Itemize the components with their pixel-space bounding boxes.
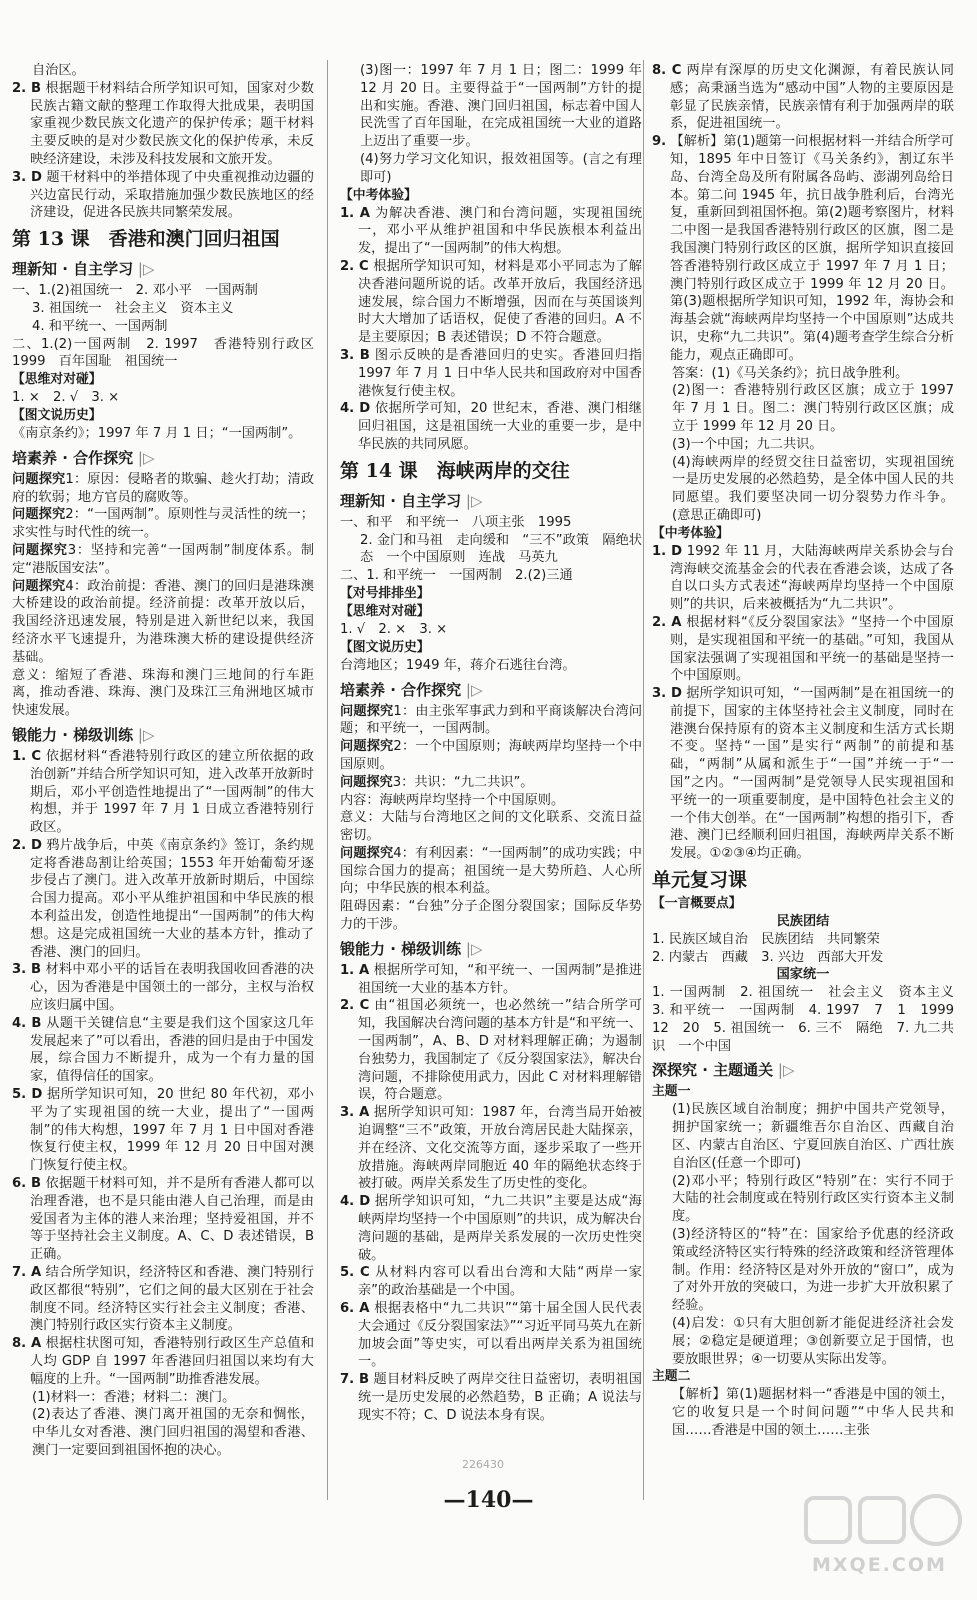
answer-text: 据所学知识可知，“九二共识”主要是达成“海峡两岸均坚持一个中国原则”的共识，成为解决台湾问题的基础，是两岸关系发展的一次历史性突破。 <box>358 1194 642 1263</box>
answer-text: 由“祖国必须统一，也必然统一”结合所学可知，我国解决台湾问题的基本方针是“和平统一、一国两制”，A、B、D 对材料理解正确；为遏制台独势力，我国制定了《反分裂国家法》，解决台湾问题，不排除使用武力，因此 C 对材料理解错误，符合题意。 <box>358 998 642 1103</box>
answer-item <box>340 997 642 1104</box>
paragraph: (3)经济特区的“特”在：国家给予优惠的经济政策或经济特区实行特殊的经济政策和经济管理体制。作用：经济特区是对外开放的“窗口”，成为了对外开放的突破口，为进一步扩大开放积累了经验。 <box>672 1227 954 1314</box>
paragraph: (4)启发：①只有大胆创新才能促进经济社会发展；②稳定是硬道理；③创新要立足于国情，也要放眼世界；④一切要从实际出发等。 <box>672 1316 954 1367</box>
paragraph: (1)民族区域自治制度；拥护中国共产党领导，拥护国家统一；新疆维吾尔自治区、西藏自治区、内蒙古自治区、宁夏回族自治区、广西壮族自治区(任意一个即可) <box>672 1102 954 1171</box>
answer-item <box>340 400 642 453</box>
answer-item <box>12 1335 314 1388</box>
column-left <box>12 62 328 1460</box>
paragraph: 3. 祖国统一 社会主义 资本主义 <box>32 300 234 316</box>
answer-text: 1992 年 11 月，大陆海峡两岸关系协会与台湾海峡交流基金会的代表在香港会谈，达成了各自以口头方式表述“海峡两岸均坚持一个中国原则”的共识，后来被概括为“九二共识”。 <box>670 543 954 613</box>
answer-item <box>12 169 314 222</box>
paragraph: (1)材料一：香港；材料二：澳门。 <box>32 1389 236 1405</box>
answer-text: 依据题干材料可知，并不是所有香港人都可以治理香港，也不是只能由港人自己治理，而是由爱国者为主体的港人来治理；坚持爱祖国，并不等于坚持社会主义制度。A、C、D 表述错误，B 正确。 <box>30 1176 314 1263</box>
paragraph: 阻碍因素：“台独”分子企图分裂国家；国际反华势力的干涉。 <box>340 899 642 933</box>
paragraph: (2)表达了香港、澳门离开祖国的无奈和惆怅，中华儿女对香港、澳门回归祖国的渴望和香港、澳门一定要回到祖国怀抱的决心。 <box>32 1407 314 1458</box>
inquiry-text: 1：原因：侵略者的欺骗、趁火打劫；清政府的软弱；地方官员的腐败等。 <box>12 471 315 505</box>
paragraph: 一、和平 和平统一 八项主张 1995 <box>340 514 572 530</box>
answer-text: 图示反映的是香港回归的史实。香港回归指 1997 年 7 月 1 日中华人民共和国政府对中国香港恢复行使主权。 <box>358 347 642 399</box>
inquiry-item <box>12 471 314 507</box>
heading-arrow-icon: |▷ <box>461 939 483 958</box>
answer-text: 依据所学可知，20 世纪末，香港、澳门相继回归祖国，这是祖国统一大业的重要一步，是中华民族的共同夙愿。 <box>358 401 642 452</box>
inquiry-label: 问题探究 <box>340 774 393 790</box>
answer-item <box>340 1193 642 1264</box>
paragraph: 台湾地区；1949 年，蒋介石逃往台湾。 <box>340 657 576 673</box>
watermark-logo-icon <box>800 1490 970 1560</box>
answer-text: 为解决香港、澳门和台湾问题，实现祖国统一，邓小平从维护祖国和中华民族根本利益出发，提出了“一国两制”的伟大构想。 <box>358 205 643 257</box>
answer-number: 9. <box>652 134 667 150</box>
paragraph: 一、1.(2)祖国统一 2. 邓小平 一国两制 <box>12 283 258 299</box>
column-right <box>652 62 968 1440</box>
answer-item <box>652 133 954 364</box>
section-heading <box>12 722 314 748</box>
page-number: —140— <box>443 1487 534 1513</box>
section-heading <box>340 488 642 514</box>
inquiry-item <box>12 506 314 542</box>
lesson-title: 单元复习课 <box>652 869 748 892</box>
answer-text: 根据材料“《反分裂国家法》“坚持一个中国原则，是实现祖国和平统一的基础。”可知，我国从国家法强调了实现祖国和平统一的基础是坚持一个中国原则。 <box>670 614 954 684</box>
answer-item <box>340 258 642 347</box>
answer-item <box>340 1300 642 1371</box>
answer-text: 据所学知识可知，20 世纪 80 年代初，邓小平为了实现祖国的统一大业，提出了“一国两制”的伟大构想，1997 年 7 月 1 日中国对香港恢复行使主权，1999 年 12 月 20 日中国对澳门恢复行使主权。 <box>30 1087 314 1174</box>
heading-arrow-icon: |▷ <box>133 448 155 467</box>
paragraph: 意义：大陆与台湾地区之间的文化联系、交流日益密切。 <box>340 810 642 844</box>
inquiry-label: 问题探究 <box>12 542 68 558</box>
answer-item <box>652 685 954 863</box>
answer-item <box>340 1104 642 1193</box>
answer-number: 1. C <box>12 748 42 764</box>
paragraph: 意义：缩短了香港、珠海和澳门三地间的行车距离，推动香港、珠海、澳门及珠江三角洲地区城市快速发展。 <box>12 667 314 719</box>
paragraph: (3)图一：1997 年 7 月 1 日；图二：1999 年 12 月 20 日。主要得益于“一国两制”方针的提出和实施。香港、澳门回归祖国，标志着中国人民洗雪了百年国耻，在完成祖国统一大业的道路上迈出了重要一步。 <box>360 63 642 150</box>
subsection-tag: 【对号排排坐】 <box>340 585 430 601</box>
lesson-title: 第 13 课 香港和澳门回归祖国 <box>12 228 280 251</box>
section-heading-text: 锻能力 · 梯级训练 <box>340 939 462 958</box>
subsection-tag: 【图文说历史】 <box>12 407 102 423</box>
answer-number: 1. A <box>340 205 370 221</box>
paragraph: 1. 一国两制 2. 祖国统一 社会主义 资本主义 3. 和平统一 一国两制 4. 1997 7 1 1999 12 20 5. 祖国统一 6. 三不 隔绝 7. 九二共识 一个中国 <box>652 985 968 1054</box>
paragraph: 自治区。 <box>32 63 85 78</box>
inquiry-text: 2：一个中国原则；海峡两岸均坚持一个中国原则。 <box>340 739 643 772</box>
answer-number: 8. A <box>12 1336 42 1352</box>
answer-number: 4. D <box>340 401 371 417</box>
answer-text: 据所学知识可知，“一国两制”是在祖国统一的前提下，国家的主体坚持社会主义制度，同时在港澳台保持原有的资本主义制度和生活方式长期不变。坚持“一国”是实行“两制”的前提和基础，“两制”从属和派生于“一国”并统一于“一国”之内。“一国两制”是党领导人民实现祖国和平统一的一项重要制度，是中国特色社会主义的一个伟大创举。在“一国两制”构想的指引下，香港、澳门已经顺利回归祖国，海峡两岸关系不断发展。①②③④均正确。 <box>670 686 954 862</box>
answer-text: 根据所学可知，“和平统一、一国两制”是推进祖国统一大业的基本方针。 <box>358 962 642 996</box>
inquiry-label: 问题探究 <box>340 739 394 755</box>
answer-item <box>340 205 642 258</box>
answer-number: 4. D <box>340 1194 371 1210</box>
inquiry-label: 问题探究 <box>12 578 66 594</box>
answer-item <box>12 837 314 962</box>
inquiry-text: 4：有利因素：“一国两制”的成功实践；中国综合国力的提高；祖国统一是大势所趋、人心所向；中华民族的根本利益。 <box>340 845 642 897</box>
answer-item <box>12 748 314 837</box>
answer-text: 题目材料反映了两岸交往日益密切，表明祖国统一是历史发展的必然趋势，B 正确；A 说法与现实不符；C、D 说法本身有误。 <box>358 1372 642 1423</box>
paragraph: 4. 和平统一、一国两制 <box>32 318 168 334</box>
answer-number: 2. C <box>340 258 369 274</box>
answer-number: 3. D <box>652 686 682 702</box>
section-heading-text: 锻能力 · 梯级训练 <box>12 725 134 744</box>
paragraph: 1. 民族区域自治 民族团结 共同繁荣 <box>652 931 880 947</box>
answer-item <box>12 1086 314 1175</box>
answer-item <box>12 1264 314 1335</box>
inquiry-label: 问题探究 <box>12 471 66 487</box>
inquiry-text: 4：政治前提：香港、澳门的回归是港珠澳大桥建设的政治前提。经济前提：改革开放以后，我国经济迅速发展，特别是进入新世纪以来，我国经济水平飞速提升，为港珠澳大桥的建设提供经济基础。 <box>12 578 315 665</box>
answer-text: 【解析】第(1)题第一问根据材料一并结合所学可知，1895 年中日签订《马关条约》，割辽东半岛、台湾全岛及所有附属各岛屿、澎湖列岛给日本。第二问 1945 年，抗日战争胜利后，台湾光复，重新回到祖国怀抱。第(2)题考察图片，材料二中图一是我国香港特别行政区的区旗，图二是我国澳门特别行政区的区旗，据所学知识直接回答香港特别行政区成立于 1997 年 7 月 1 日；澳门特别行政区成立于 1999 年 12 月 20 日。第(3)题根据所学知识可知，1992 年，海协会和海基会就“海峡两岸均坚持一个中国原则”达成共识，史称“九二共识”。第(4)题考查学生综合分析能力，观点正确即可。 <box>670 134 954 363</box>
section-heading-text: 深探究 · 主题通关 <box>652 1061 774 1080</box>
subsection-tag: 【中考体验】 <box>340 187 417 203</box>
answer-text: 据所学知识可知：1987 年，台湾当局开始被迫调整“三不”政策，开放台湾居民赴大陆探亲，并在经济、文化交流等方面，逐步采取了一些开放措施。海峡两岸同胞近 40 年的隔绝状态终于被打破。两岸关系发生了历史性的变化。 <box>358 1105 642 1192</box>
subsection-tag: 主题二 <box>652 1369 691 1385</box>
print-code: 226430 <box>462 1458 504 1471</box>
answer-number: 3. B <box>12 962 42 978</box>
subsection-tag: 【中考体验】 <box>652 525 729 541</box>
answer-number: 1. D <box>652 543 683 559</box>
inquiry-item <box>340 738 642 774</box>
section-heading-text: 理新知 · 自主学习 <box>340 491 462 510</box>
answer-number: 3. A <box>340 1105 370 1121</box>
section-heading-text: 培素养 · 合作探究 <box>12 448 134 467</box>
answer-text: 从材料内容可以看出台湾和大陆“两岸一家亲”的政治基础是一个中国。 <box>358 1265 642 1299</box>
subsection-title: 民族团结 <box>776 914 830 930</box>
answer-text: 结合所学知识，经济特区和香港、澳门特别行政区都很“特别”，它们之间的最大区别在于社会制度不同。经济特区实行社会主义制度；香港、澳门特别行政区实行资本主义制度。 <box>30 1265 315 1334</box>
subsection-title: 国家统一 <box>776 967 830 983</box>
inquiry-item <box>340 774 642 792</box>
watermark-text: MXQE.COM <box>812 1554 947 1576</box>
column-divider-2 <box>643 60 644 1500</box>
answer-number: 3. B <box>340 347 370 363</box>
paragraph: 二、1.(2)一国两制 2. 1997 香港特别行政区 1999 百年国耻 祖国统一 <box>12 336 328 370</box>
inquiry-item <box>340 845 642 898</box>
answer-number: 3. D <box>12 169 42 185</box>
answer-number: 6. B <box>12 1176 42 1192</box>
answer-item <box>652 543 954 614</box>
paragraph: 【解析】第(1)题据材料一“香港是中国的领土，它的收复只是一个时间问题”“中华人民共和国……香港是中国的领土……主张 <box>672 1387 954 1438</box>
answer-item <box>12 1015 314 1086</box>
paragraph: 1. √ 2. × 3. × <box>340 621 448 637</box>
answer-number: 6. A <box>340 1301 370 1317</box>
heading-arrow-icon: |▷ <box>133 725 155 744</box>
paragraph: 《南京条约》；1997 年 7 月 1 日；“一国两制”。 <box>12 425 302 441</box>
answer-number: 5. D <box>12 1087 43 1103</box>
column-middle <box>340 62 642 1425</box>
paragraph: 答案：(1)《马关条约》；抗日战争胜利。 <box>672 365 909 381</box>
answer-number: 1. A <box>340 962 370 978</box>
subsection-tag: 【图文说历史】 <box>340 639 430 655</box>
answer-item <box>340 347 642 400</box>
answer-number: 4. B <box>12 1015 42 1031</box>
paragraph: (2)图一：香港特别行政区区旗；成立于 1997 年 7 月 1 日。图二：澳门特别行政区区旗；成立于 1999 年 12 月 20 日。 <box>672 383 954 434</box>
inquiry-label: 问题探究 <box>12 507 66 523</box>
inquiry-item <box>340 703 642 739</box>
heading-arrow-icon: |▷ <box>133 260 155 279</box>
answer-number: 2. B <box>12 80 42 96</box>
subsection-tag: 【一言概要点】 <box>652 896 742 912</box>
inquiry-text: 3：坚持和完善“一国两制”制度体系。制定“港版国安法”。 <box>12 542 315 576</box>
paragraph: (4)努力学习文化知识，报效祖国等。(言之有理即可) <box>360 151 642 185</box>
paragraph: (2)邓小平；特别行政区“特别”在：实行不同于大陆的社会制度或在特别行政区实行资本主义制度。 <box>672 1173 954 1225</box>
inquiry-text: 2：“一国两制”。原则性与灵活性的统一；求实性与时代性的统一。 <box>12 507 314 541</box>
column-divider-1 <box>327 60 328 1500</box>
paragraph: 2. 金门和马祖 走向缓和 “三不”政策 隔绝状态 一个中国原则 连战 马英九 <box>360 532 642 566</box>
answer-text: 根据柱状图可知，香港特别行政区生产总值和人均 GDP 自 1997 年香港回归祖国以来均有大幅度的上升。“一国两制”助推香港发展。 <box>30 1336 315 1387</box>
section-heading <box>340 936 642 962</box>
answer-number: 7. A <box>12 1265 42 1281</box>
inquiry-item <box>12 578 314 667</box>
answer-item <box>652 614 954 685</box>
answer-item <box>652 62 954 133</box>
paragraph: 1. × 2. √ 3. × <box>12 390 120 406</box>
inquiry-text: 3：共识：“九二共识”。 <box>392 774 534 790</box>
answer-item <box>340 1264 642 1300</box>
inquiry-item <box>12 542 314 578</box>
answer-text: 根据所学知识可知，材料是邓小平同志为了解决香港问题所说的话。改革开放后，我国经济迅速发展，综合国力不断增强，因而在与英国谈判时大大增加了话语权，促使了香港的回归。A 不是主要原因；B 表述错误；D 不符合题意。 <box>358 258 642 346</box>
answer-text: 根据表格中“九二共识”“第十届全国人民代表大会通过《反分裂国家法》”“习近平同马英九在新加坡会面”等史实，可以看出两岸关系为祖国统一。 <box>358 1301 642 1370</box>
answer-item <box>12 961 314 1014</box>
subsection-tag: 【思维对对碰】 <box>12 372 102 388</box>
answer-number: 5. C <box>340 1265 370 1281</box>
lesson-title: 第 14 课 海峡两岸的交往 <box>340 459 570 482</box>
section-heading-text: 培素养 · 合作探究 <box>340 680 462 699</box>
section-heading <box>652 1057 954 1083</box>
heading-arrow-icon: |▷ <box>773 1061 795 1080</box>
inquiry-label: 问题探究 <box>340 845 394 861</box>
watermark <box>800 1490 970 1590</box>
answer-number: 7. B <box>340 1372 370 1388</box>
inquiry-text: 1：由主张军事武力到和平商谈解决台湾问题；和平统一，一国两制。 <box>340 703 643 737</box>
answer-text: 材料中邓小平的话旨在表明我国收回香港的决心，因为香港是中国领土的一部分，主权与治权应该归属中国。 <box>30 962 314 1014</box>
paragraph: 二、1. 和平统一 一国两制 2.(2)三通 <box>340 568 573 584</box>
answer-text: 两岸有深厚的历史文化渊源，有着民族认同感；高秉涵当选为“感动中国”人物的主要原因是彰显了民族亲情，民族亲情有利于加强两岸的联系，促进祖国统一。 <box>670 63 954 132</box>
subsection-tag: 主题一 <box>652 1084 691 1100</box>
heading-arrow-icon: |▷ <box>461 491 483 510</box>
answer-number: 2. A <box>652 614 682 630</box>
answer-number: 2. C <box>340 998 370 1014</box>
answer-text: 从题干关键信息“主要是我们这个国家这几年发展起来了”可以看出，香港的回归是由于中国发展，综合国力不断提升，成为一个有力量的国家，值得信任的国家。 <box>30 1015 314 1085</box>
answer-text: 根据题干材料结合所学知识可知，国家对少数民族古籍文献的整理工作取得大批成果，表明国家重视少数民族文化遗产的保护传承；题干材料主要反映的是对少数民族文化的保护传承，未反映经济建设，未涉及科技发展和文旅开发。 <box>30 80 314 167</box>
subsection-tag: 【思维对对碰】 <box>340 603 430 619</box>
answer-item <box>12 1175 314 1264</box>
answer-number: 8. C <box>652 63 682 78</box>
answer-item <box>340 1371 642 1424</box>
answer-text: 鸦片战争后，中英《南京条约》签订，条约规定将香港岛割让给英国；1553 年开始葡萄牙逐步侵占了澳门。进入改革开放新时期后，中国综合国力提高。邓小平从维护祖国和中华民族的根本利益出发，创造性地提出“一国两制”的伟大构想。这是完成祖国统一大业的基本方针，推动了香港、澳门的回归。 <box>30 837 314 960</box>
answer-text: 依据材料“香港特别行政区的建立所依据的政治创新”并结合所学知识可知，进入改革开放新时期后，邓小平创造性地提出了“一国两制”的伟大构想，并于 1997 年 7 月 1 日成立香港特别行政区。 <box>30 748 314 836</box>
answer-number: 2. D <box>12 837 42 853</box>
paragraph: 内容：海峡两岸均坚持一个中国原则。 <box>340 792 565 808</box>
answer-text: 题干材料中的举措体现了中央重视推动边疆的兴边富民行动，采取措施加强少数民族地区的经济建设，促进各民族共同繁荣发展。 <box>30 169 314 221</box>
section-heading <box>12 445 314 471</box>
answer-item <box>340 962 642 998</box>
paragraph: 2. 内蒙古 西藏 3. 兴边 西部大开发 <box>652 949 884 965</box>
section-heading <box>340 677 642 703</box>
section-heading-text: 理新知 · 自主学习 <box>12 260 134 279</box>
answer-item <box>12 80 314 169</box>
paragraph: (4)海峡两岸的经贸交往日益密切，实现祖国统一是历史发展的必然趋势，是全体中国人民的共同愿望。我们要坚决同一切分裂势力作斗争。(意思正确即可) <box>672 454 954 523</box>
heading-arrow-icon: |▷ <box>461 680 483 699</box>
section-heading <box>12 256 314 282</box>
inquiry-label: 问题探究 <box>340 703 394 719</box>
paragraph: (3)一个中国；九二共识。 <box>672 436 823 452</box>
